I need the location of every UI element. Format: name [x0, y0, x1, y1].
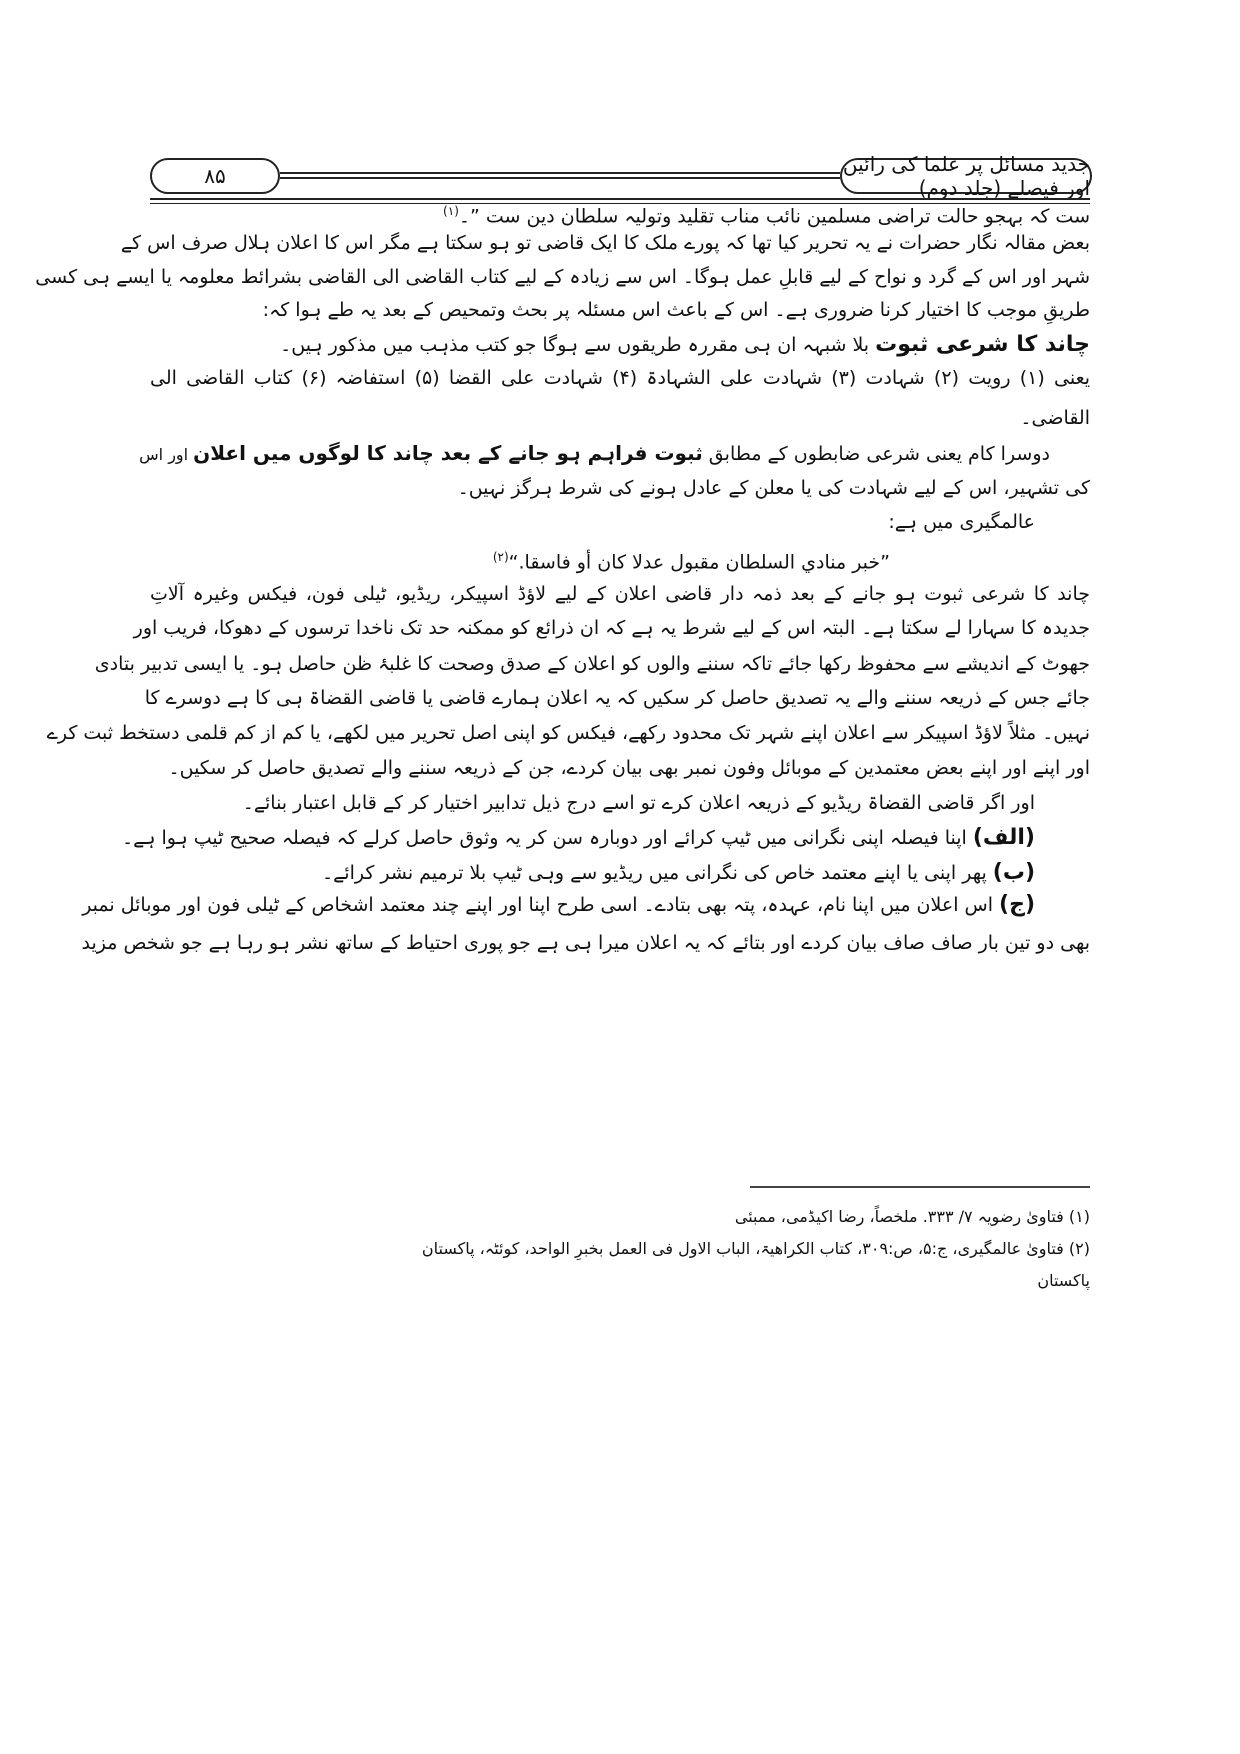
text-tail: اور اس: [139, 445, 194, 464]
footnote: (۱) فتاویٰ رضویہ ۷/ ۳۳۳. ملخصاً، رضا اکیڈمی، ممبئی: [734, 1207, 1090, 1226]
text-line: اور اپنے اور اپنے بعض معتمدین کے موبائل وفون نمبر بھی بیان کردے، جن کے ذریعہ سننے والے تصدیق حاصل کر سکیں۔: [168, 757, 1090, 779]
bold-phrase: ثبوت فراہم ہو جانے کے بعد چاند کا لوگوں میں اعلان: [193, 441, 703, 465]
text-line: القاضی۔: [1020, 407, 1090, 429]
text-line: جائے جس کے ذریعہ سننے والے یہ تصدیق حاصل کر سکیں کہ یہ اعلان ہمارے قاضی یا قاضی القضاۃ ہی کا ہے دوسرے کا: [144, 687, 1090, 709]
text-line: نہیں۔ مثلاً لاؤڈ اسپیکر سے اعلان اپنے شہر تک محدود رکھے، فیکس کو اپنی اصل تحریر میں لکھے، یا کم از کم قلمی دستخط ثبت کرے: [46, 722, 1090, 744]
footnote-ref: (۱): [443, 204, 459, 218]
page-number: ۸۵: [204, 164, 226, 188]
header-divider: [280, 172, 840, 179]
text-line: جھوٹ کے اندیشے سے محفوظ رکھا جائے تاکہ سننے والوں کو اعلان کے صدق وصحت کا غلبۂ ظن حاصل ہو۔ یا ایسی تدبیر بتادی: [94, 653, 1090, 675]
text-line: اور اگر قاضی القضاۃ ریڈیو کے ذریعہ اعلان کرے تو اسے درج ذیل تدابیر اختیار کر کے قابل اعتبار بنائے۔: [242, 792, 1035, 814]
text-line: عالمگیری میں ہے:: [888, 511, 1035, 533]
text-line: شہر اور اس کے گرد و نواح کے لیے قابلِ عمل ہوگا۔ اس سے زیادہ کے لیے کتاب القاضی الی القاضی بشرائط معلومہ یا ایسے ہی کسی: [35, 266, 1090, 288]
text-line: یعنی (۱) رویت (۲) شہادت (۳) شہادت علی الشہادۃ (۴) شہادت علی القضا (۵) استفاضہ (۶) کتاب القاضی الی: [150, 367, 1091, 389]
bold-heading: چاند کا شرعی ثبوت: [875, 332, 1090, 357]
running-header-title: [840, 152, 1092, 200]
book-title: جدید مسائل پر علما کی رائیں اور فیصلے (جلد دوم): [842, 152, 1090, 200]
footnote-ref: (۲): [492, 550, 509, 564]
text-line: بعض مقالہ نگار حضرات نے یہ تحریر کیا تھا کہ پورے ملک کا ایک قاضی تو ہو سکتا ہے مگر اس کا اعلان ہلال صرف اس کے: [120, 232, 1090, 254]
text-line: ست کہ بہجو حالت تراضی مسلمین نائب مناب تقلید وتولیہ سلطان دین ست ”۔$^{(۱)}$: [443, 204, 1090, 228]
arabic-quote: ”خبر منادي السلطان مقبول عدلا كان أو فاسقا.“$^{(۲)}$: [492, 550, 890, 574]
text-line: جدیدہ کا سہارا لے سکتا ہے۔ البتہ اس کے لیے شرط یہ ہے کہ ان ذرائع کو ممکنہ حد تک ناخدا ترسوں کے دھوکا، فریب اور: [133, 617, 1090, 639]
footnote: (۲) فتاویٰ عالمگیری، ج:۵، ص:۳۰۹، کتاب الکراھیۃ، الباب الاول فی العمل بخبرِ الواحد، کوئٹہ، پاکستان: [421, 1239, 1090, 1258]
list-item: (ب) پھر اپنی یا اپنے معتمد خاص کی نگرانی میں ریڈیو سے وہی ٹیپ بلا ترمیم نشر کرائے۔: [322, 860, 1035, 885]
page-number-box: [150, 158, 280, 194]
text-line: چاند کا شرعی ثبوت بلا شبہہ ان ہی مقررہ طریقوں سے ہوگا جو کتب مذہب میں مذکور ہیں۔: [280, 332, 1090, 357]
text-line: طریقِ موجب کا اختیار کرنا ضروری ہے۔ اس کے باعث اس مسئلہ پر بحث وتمحیص کے بعد یہ طے ہوا کہ:: [262, 299, 1090, 321]
footnote-rule: [750, 1186, 1090, 1188]
footnote: پاکستان: [1037, 1271, 1090, 1290]
text-line: بھی دو تین بار صاف صاف بیان کردے اور بتائے کہ یہ اعلان میرا ہی ہے جو پوری احتیاط کے ساتھ نشر ہو رہا ہے جو شخص مزید: [81, 932, 1090, 954]
list-item: (ج) اس اعلان میں اپنا نام، عہدہ، پتہ بھی بتادے۔ اسی طرح اپنا اور اپنے چند معتمد اشخاص کے ٹیلی فون اور موبائل نمبر: [82, 892, 1035, 917]
text-line: کی تشہیر، اس کے لیے شہادت کی یا معلن کے عادل ہونے کی شرط ہرگز نہیں۔: [457, 477, 1090, 499]
list-item: (الف) اپنا فیصلہ اپنی نگرانی میں ٹیپ کرائے اور دوبارہ سن کر یہ وثوق حاصل کرلے کہ فیصلہ صحیح ٹیپ ہوا ہے۔: [122, 825, 1035, 850]
text-line: چاند کا شرعی ثبوت ہو جانے کے بعد ذمہ دار قاضی اعلان کے لیے لاؤڈ اسپیکر، ریڈیو، ٹیلی فون، فیکس وغیرہ آلاتِ: [150, 583, 1090, 605]
text-line: دوسرا کام یعنی شرعی ضابطوں کے مطابق ثبوت فراہم ہو جانے کے بعد چاند کا لوگوں میں اعلان اور اس: [139, 441, 1050, 465]
